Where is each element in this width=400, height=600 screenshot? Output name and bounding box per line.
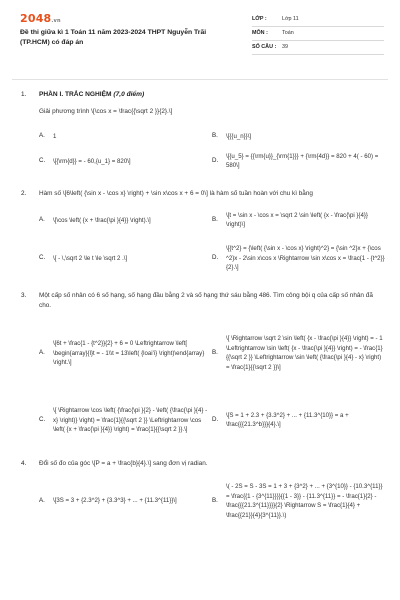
meta-value: 39: [282, 43, 288, 50]
option-text: \[{{u_n}}\]: [226, 132, 252, 140]
question-text: Giải phương trình \[\cos x = \frac{{\sqrt 2 }}{2}.\]: [39, 107, 173, 115]
meta-value: Lớp 11: [282, 15, 299, 22]
option-text: \[ \Rightarrow \cos \left( {\frac{\pi }{2} - \left( {\frac{\pi }{4} - x} \right)} \right) = \frac{1}{{\sqrt 2 }} \Leftrightarrow \cos \left( {x + \frac{\pi }{4}} \right) = \frac{1}{{\sqrt 2 }}.\]: [53, 407, 208, 433]
option-b[interactable]: [212, 317, 385, 389]
question-list: [0, 86, 400, 527]
option-text: \[3S = 3 + {2.3^2} + {3.3^3} + ... + {11.3^{11}}\]: [53, 497, 177, 505]
logo-tld: .vn: [51, 18, 61, 24]
exam-meta-table: [252, 13, 384, 55]
option-text: \[{t^2} = {\left( {\sin x - \cos x} \right)^2} = {\sin ^2}x + {\cos ^2}x - 2\sin x\cos x \Rightarrow \sin x\cos x = \frac{1 - {t^2}}{2}.\]: [226, 245, 385, 272]
option-text: \[\cos \left( {x + \frac{\pi }{4}} \right).\]: [53, 216, 151, 224]
question-number: 2.: [21, 190, 27, 198]
option-a[interactable]: [39, 475, 212, 527]
option-b[interactable]: [212, 205, 385, 235]
meta-label: LỚP :: [252, 15, 267, 22]
option-text: \[6t + \frac{1 - {t^2}}{2} + 6 = 0 \Leftrightarrow \left[ \begin{array}{l}t = - 1\\t = 13\left( {loai'i} \right)\end{array} \right.\]: [53, 340, 205, 366]
option-a[interactable]: [39, 125, 212, 147]
option-c[interactable]: [39, 235, 212, 281]
question-1: [0, 90, 400, 175]
meta-row-class: [252, 13, 384, 27]
option-d[interactable]: [212, 389, 385, 451]
options-grid: [39, 475, 384, 527]
meta-row-question-count: [252, 41, 384, 55]
option-letter: B.: [212, 496, 218, 504]
option-letter: B.: [212, 215, 218, 223]
section-heading: [39, 90, 384, 100]
option-letter: C.: [39, 156, 46, 164]
meta-label: MÔN :: [252, 29, 268, 36]
meta-row-subject: [252, 27, 384, 41]
option-letter: A.: [39, 131, 45, 139]
option-letter: D.: [212, 156, 219, 164]
option-letter: B.: [212, 348, 218, 356]
question-4: [0, 459, 400, 527]
header-divider: [12, 79, 388, 80]
question-number: 3.: [21, 292, 27, 300]
option-d[interactable]: [212, 147, 385, 175]
question-text: Hàm số \[6\left( {\sin x - \cos x} \right) + \sin x\cos x + 6 = 0\] là hàm số tuần hoàn với chu kì bằng: [39, 190, 313, 198]
option-b[interactable]: [212, 475, 385, 527]
question-number: 4.: [21, 460, 27, 468]
option-letter: A.: [39, 348, 45, 356]
section-title: PHẦN I. TRẮC NGHIỆM: [39, 91, 112, 98]
options-grid: [39, 205, 384, 281]
question-3: [0, 291, 400, 451]
option-a[interactable]: [39, 205, 212, 235]
option-d[interactable]: [212, 235, 385, 281]
question-number: 1.: [21, 91, 27, 98]
site-logo[interactable]: [20, 11, 61, 27]
question-2: [0, 189, 400, 281]
option-text: \[t = \sin x - \cos x = \sqrt 2 \sin \left( {x - \frac{\pi }{4}} \right)\]: [226, 211, 368, 229]
option-letter: A.: [39, 215, 45, 223]
option-text: \[ - \,\sqrt 2 \le t \le \sqrt 2 .\]: [53, 254, 128, 262]
option-text: \( - 2S = S - 3S = 1 + 3 + {3^2} + ... + {3^{10}} - {10.3^{11}} = \frac{{1 - {3^{11}}}}{{1 - 3}} - {11.3^{11}} = - \frac{1}{2} - \frac{{{21.3^{11}}}}{2} \Rightarrow S = \frac{1}{4} + \frac{{21}}{4}{3^{11}}.\): [226, 483, 383, 519]
option-text: \[ \Rightarrow \sqrt 2 \sin \left( {x - \frac{\pi }{4}} \right) = - 1 \Leftrightarrow \sin \left( {x - \frac{\pi }{4}} \right) = - \frac{1}{{\sqrt 2 }} \Leftrightarrow \sin \left( {\frac{\pi }{4} - x} \right) = \frac{1}{{\sqrt 2 }}\]: [226, 335, 383, 371]
option-c[interactable]: [39, 147, 212, 175]
option-letter: C.: [39, 253, 46, 261]
meta-value: Toán: [282, 29, 294, 36]
option-letter: D.: [212, 415, 219, 423]
option-a[interactable]: [39, 317, 212, 389]
option-text: \[{u_5} = {{\rm{u}}_{\rm{1}}} + {\rm{4d}} = 820 + 4( - 60) = 580\]: [226, 153, 379, 170]
question-text: Đổi số đo của góc \[P = a + \frac{b}{4}.\] sang đơn vị radian.: [39, 460, 208, 468]
options-grid: [39, 125, 384, 175]
document-title: Đề thi giữa kì 1 Toán 11 năm 2023-2024 THPT Nguyễn Trãi (TP.HCM) có đáp án: [20, 29, 207, 46]
options-grid: [39, 317, 384, 451]
meta-label: SỐ CÂU :: [252, 43, 277, 50]
option-text: \[{\rm{d}} = - 60,{u_1} = 820\]: [53, 157, 131, 165]
option-letter: A.: [39, 496, 45, 504]
logo-name: 2048: [20, 12, 52, 25]
option-text: \[S = 1 + 2.3 + {3.3^2} + ... + {11.3^{10}} = a + \frac{{{21.3^b}}}{4}.\]: [226, 411, 349, 429]
option-text: 1: [53, 132, 57, 140]
option-letter: C.: [39, 415, 46, 423]
option-letter: D.: [212, 253, 219, 261]
document-header: [0, 0, 400, 62]
option-c[interactable]: [39, 389, 212, 451]
option-b[interactable]: [212, 125, 385, 147]
option-letter: B.: [212, 131, 218, 139]
section-points: (7,0 điểm): [113, 91, 145, 98]
question-text: Một cấp số nhân có 6 số hạng, số hạng đầu bằng 2 và số hạng thứ sáu bằng 486. Tìm công bội q của cấp số nhân đã cho.: [39, 292, 373, 310]
